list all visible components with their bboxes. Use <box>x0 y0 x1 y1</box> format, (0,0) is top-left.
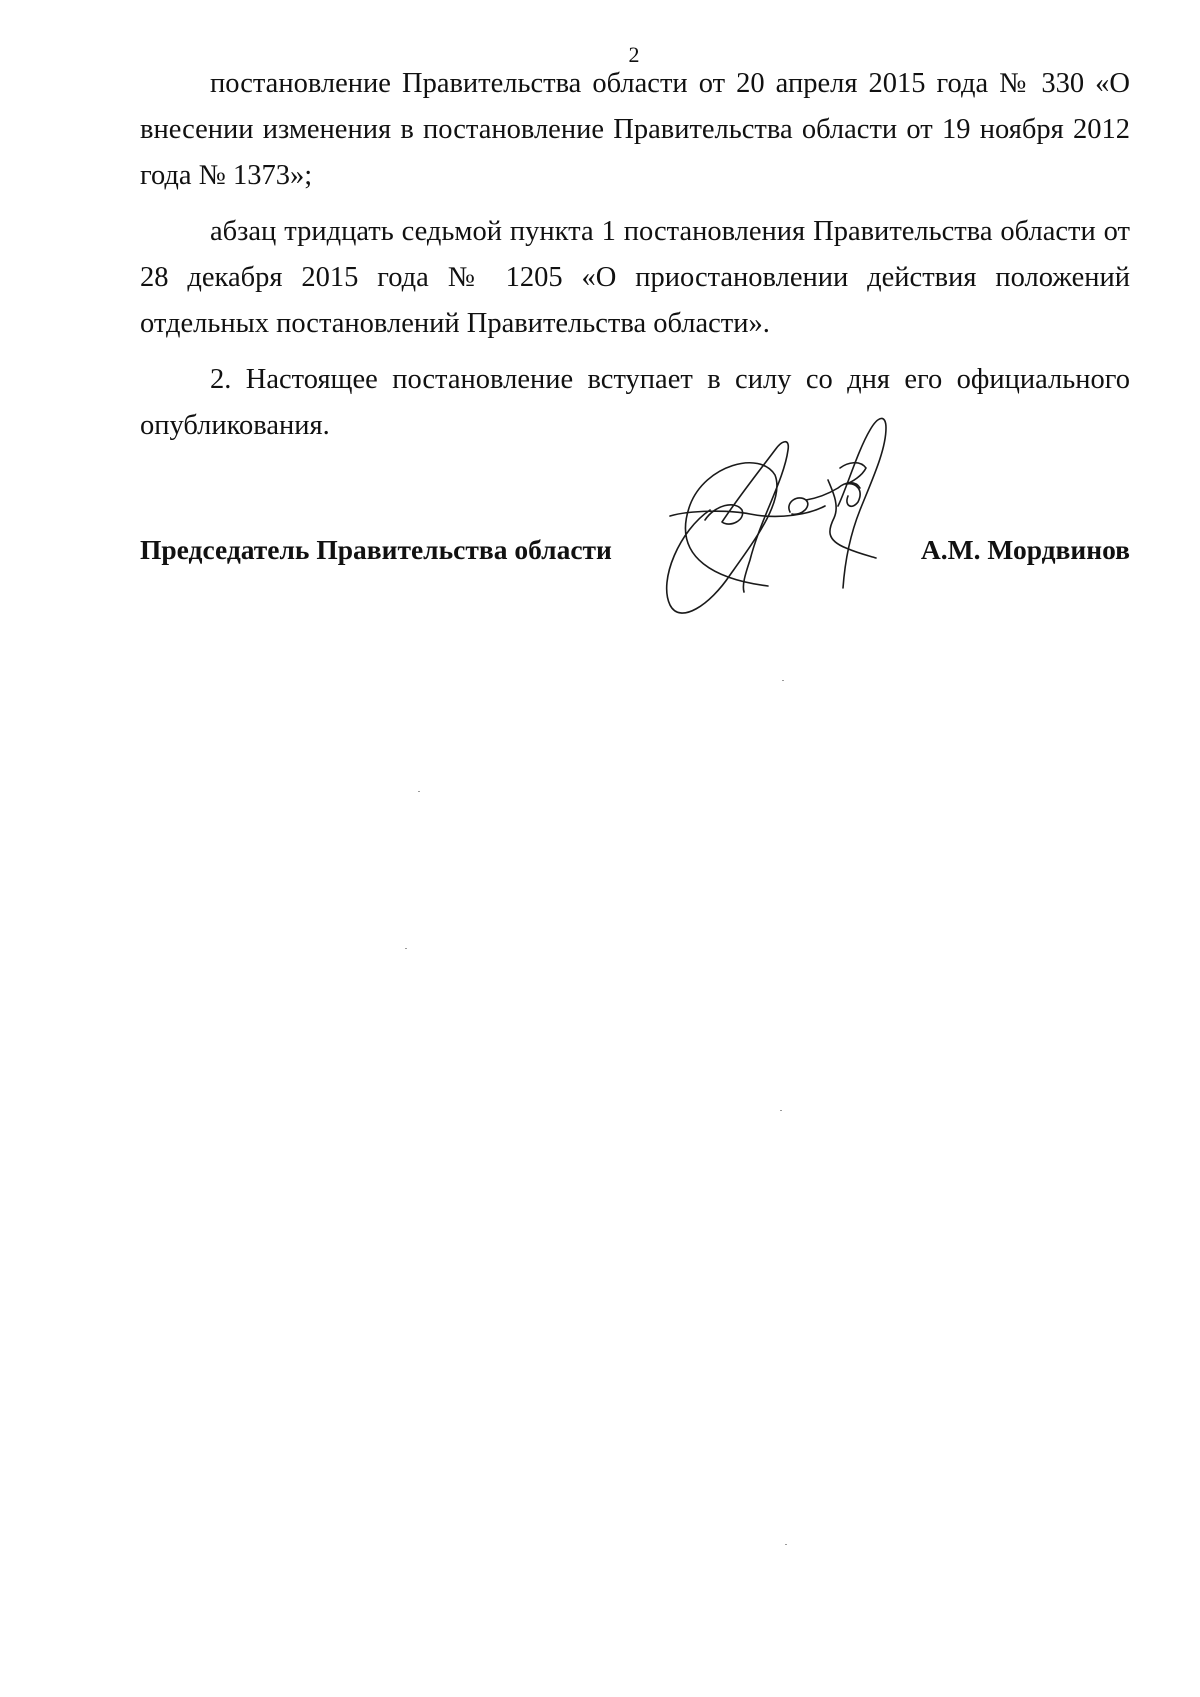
scan-speck <box>785 1544 787 1545</box>
scan-speck <box>782 680 784 681</box>
signature-stroke-o <box>789 498 808 514</box>
page-number: 2 <box>628 42 640 67</box>
paragraph-repealed-clause-1205: абзац тридцать седьмой пункта 1 постановления Правительства области от 28 декабря 2015 года № 1205 «О приостановлении действия положений отдельных постановлений Правительства области». <box>140 216 1130 339</box>
signature-stroke-loop-right <box>846 484 860 507</box>
paragraph-repealed-resolution-330: постановление Правительства области от 20 апреля 2015 года № 330 «О внесении изменения в постановление Правительства области от 19 ноября 2012 года № 1373»; <box>140 68 1130 191</box>
scan-speck <box>405 948 407 949</box>
handwritten-signature <box>650 410 925 645</box>
signer-name: А.М. Мордвинов <box>920 534 1130 565</box>
scan-speck <box>780 1110 782 1111</box>
signer-position: Председатель Правительства области <box>140 534 612 565</box>
signature-block <box>140 530 1130 570</box>
signature-stroke-baseline <box>670 506 825 516</box>
signature-stroke-tall-right <box>838 418 886 588</box>
signature-stroke-tail <box>828 480 876 558</box>
paragraph-entry-into-force: 2. Настоящее постановление вступает в силу со дня его официального опубликования. <box>140 364 1130 441</box>
signature-stroke-main-loop <box>667 463 777 613</box>
signature-stroke-cap <box>840 463 866 484</box>
scan-speck <box>418 791 420 792</box>
document-body <box>140 61 1130 459</box>
